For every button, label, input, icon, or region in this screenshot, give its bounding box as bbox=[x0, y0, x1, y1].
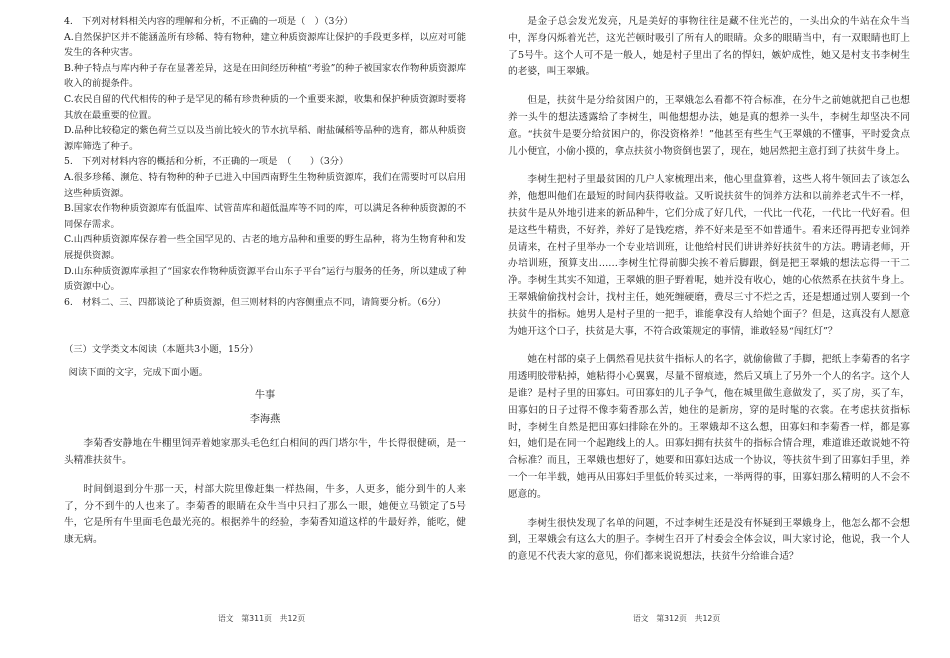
question-5-option-c: C.山西种质资源库保存着一些全国罕见的、古老的地方品种和重要的野生品种，将为生物育种和发展提供资源。 bbox=[64, 234, 466, 261]
section-spacer bbox=[64, 310, 466, 342]
left-page-column bbox=[64, 14, 466, 549]
story-paragraph: 李树生把村子里最贫困的几户人家梳理出来，他心里盘算着，这些人将牛领回去了该怎么养，他想叫他们在最短的时间内获得收益。又听说扶贫牛的饲养方法和以前养老式牛不一样，扶贫牛是从外地引进来的新品种牛，它们分成了好几代，一代比一代花，一代比一代好看。但是这些牛精贵，不好养，养好了是钱疙瘩，养不好来是至不如普通牛。看来还得再把专业饲养员请来，在村子里举办一个专业培训班，让他给村民们讲讲养好扶贫牛的方法。聘请老师，开办培训班，预算支出……李树生忙得前脚尖挨不着后脚跟，倒是把王翠娥的想法忘得一干二净。李树生其实不知道，王翠娥的胆子野着呢，她并没有收心，她的心依然系在扶贫牛身上。王翠娥偷偷找村会计，找村主任，她死缠硬磨，费尽三寸不烂之舌，还是想通过别人要到一个扶贫牛的指标。她男人是村子里的一把手，谁能拿没有人给她个面子？但是，这真没有人愿意为她开这个口子，扶贫是大事，不符合政策规定的事情，谁敢轻易“闯红灯”？ bbox=[508, 174, 910, 337]
story-paragraph: 李树生很快发现了名单的问题，不过李树生还是没有怀疑到王翠娥身上，他怎么都不会想到，王翠娥会有这么大的胆子。李树生召开了村委会全体会议，叫大家讨论，他说，我一个人的意见不代表大家的意见，你们都来说说想法，扶贫牛分给谁合适？ bbox=[508, 517, 910, 563]
story-title: 牛事 bbox=[254, 390, 276, 402]
story-paragraph: 是金子总会发光发亮，凡是美好的事物往往是藏不住光芒的，一头出众的牛站在众牛当中，浑身闪烁着光芒，这光芒顿时吸引了所有人的眼睛。众多的眼睛当中，有一双眼睛也盯上了5号牛。这个人可不是一般人，她是村子里出了名的悍妇，嫉妒成性，她又是村支书李树生的老婆，叫王翠娥。 bbox=[508, 16, 910, 78]
spacer bbox=[64, 380, 466, 388]
question-6-stem: 6. 材料二、三、四都谈论了种质资源，但三则材料的内容侧重点不同，请简要分析。（6分） bbox=[64, 296, 447, 308]
reading-instruction: 阅读下面的文字，完成下面小题。 bbox=[68, 367, 209, 379]
spacer bbox=[508, 504, 910, 516]
question-4-stem: 4. 下列对材料相关内容的理解和分析，不正确的一项是（ ）（3分） bbox=[64, 16, 354, 27]
spacer bbox=[64, 357, 466, 365]
right-page-column bbox=[508, 14, 910, 566]
story-paragraph: 时间倒退到分牛那一天，村部大院里像赶集一样热闹，牛多，人更多，能分到牛的人来了，分不到牛的人也来了。李菊香的眼睛在众牛当中只扫了那么一眼，她便立马锁定了5号牛，它是所有牛里面毛色最光亮的。根据养牛的经验，李菊香知道这样的牛最好养，能吃，健康无病。 bbox=[64, 483, 466, 546]
question-5-option-b: B.国家农作物种质资源库有低温库、试管苗库和超低温库等不同的库，可以满足各种种质资源的不同保存需求。 bbox=[64, 203, 466, 230]
question-4-option-a: A.自然保护区并不能涵盖所有珍稀、特有物种，建立种质资源库让保护的手段更多样，以应对可能发生的各种灾害。 bbox=[64, 31, 466, 59]
question-5-option-a: A.很多珍稀、濒危、特有物种的种子已进入中国西南野生生物种质资源库，我们在需要时可以启用这些种质资源。 bbox=[64, 171, 466, 199]
question-4-option-b: B.种子特点与库内种子存在显著差异，这是在田间经历种植“考验”的种子被国家农作物种质资源库收入的前提条件。 bbox=[64, 62, 466, 90]
story-paragraph: 李菊香安静地在牛棚里饲弄着她家那头毛色红白相间的西门塔尔牛，牛长得很健硕，是一头精准扶贫牛。 bbox=[64, 438, 466, 467]
page-footer-left: 语文 第311页 共12页 bbox=[218, 614, 306, 623]
section-heading: （三）文学类文本阅读（本题共3小题，15分） bbox=[64, 344, 259, 356]
page-footer-right: 语文 第312页 共12页 bbox=[633, 614, 721, 623]
spacer bbox=[64, 470, 466, 482]
spacer bbox=[508, 340, 910, 352]
question-4-option-c: C.农民自留的代代相传的种子是罕见的稀有珍贵种质的一个重要来源，收集和保护种质资源时要将其放在最重要的位置。 bbox=[64, 93, 466, 121]
spacer bbox=[64, 428, 466, 436]
story-author: 李海燕 bbox=[249, 414, 281, 426]
spacer bbox=[508, 160, 910, 172]
spacer bbox=[64, 404, 466, 412]
story-paragraph: 她在村部的桌子上偶然看见扶贫牛指标人的名字，就偷偷做了手脚，把纸上李菊香的名字用透明胶带粘掉，她粘得小心翼翼，尽量不留痕迹，然后又填上了另外一个人的名字。这个人是谁？是村子里的田寡妇。可田寡妇的儿子争气，他在城里做生意做发了，买了房，买了车，田寡妇的日子过得不像李菊香那么苦，她住的是新房，穿的是时髦的衣裳。在考虑扶贫指标时，李树生自然是把田寡妇排除在外的。王翠娥却不这么想，田寡妇和李菊香一样，都是寡妇，她们是在同一个起跑线上的人。田寡妇拥有扶贫牛的指标合情合理，难道谁还敢说她不符合标准？而且，王翠娥也想好了，她要和田寡妇达成一个协议，等扶贫牛到了田寡妇手里，养一个一年半载，她再从田寡妇手里低价转买过来，一举两得的事，田寡妇那么精明的人不会不愿意的。 bbox=[508, 354, 910, 500]
question-5-stem: 5. 下列对材料内容的概括和分析，不正确的一项是 （ ）（3分） bbox=[64, 156, 349, 168]
story-paragraph: 但是，扶贫牛是分给贫困户的，王翠娥怎么看都不符合标准，在分牛之前她就把自己也想养一头牛的想法透露给了李树生，叫他想想办法，她是真的想养一头牛，李树生却坚决不同意。“扶贫牛是要分给贫困户的，你没资格养！”他甚至有些生气王翠娥的不懂事，平时爱贪点儿小便宜，小偷小摸的，拿点扶贫小物资倒也罢了，现在，她居然把主意打到了扶贫牛身上。 bbox=[508, 95, 910, 157]
question-5-option-d: D.山东种质资源库承担了“国家农作物种质资源平台山东子平台”运行与服务的任务，所以建成了种质资源中心。 bbox=[64, 265, 466, 293]
question-4-option-d: D.品种比较稳定的紫色荷兰豆以及当前比较火的节水抗旱稻、耐盐碱稻等品种的选育，都从种质资源库筛选了种子。 bbox=[64, 125, 466, 152]
spacer bbox=[508, 81, 910, 93]
